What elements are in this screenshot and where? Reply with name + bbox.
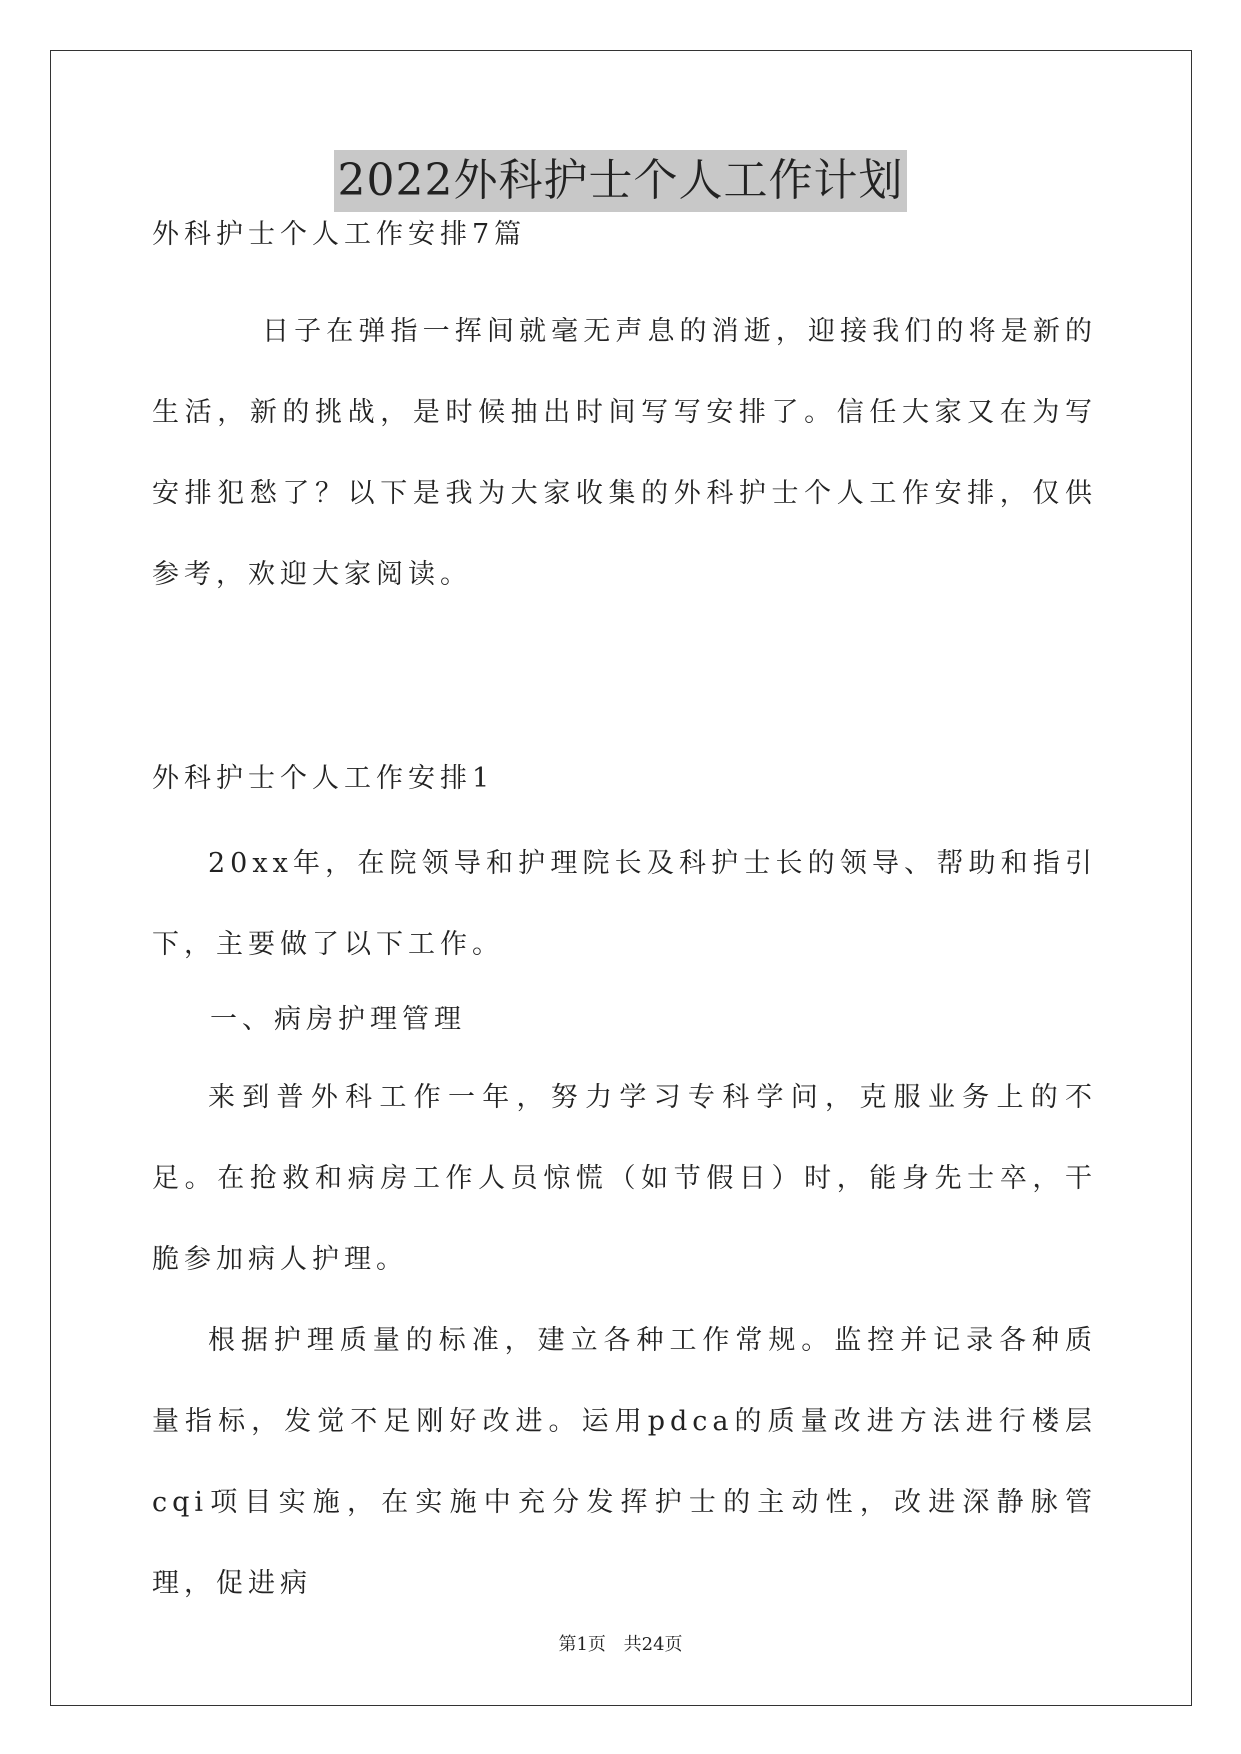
body-paragraph: 20xx年，在院领导和护理院长及科护士长的领导、帮助和指引下，主要做了以下工作。 bbox=[152, 848, 1097, 960]
page-footer bbox=[0, 1630, 1241, 1656]
document-subtitle: 外科护士个人工作安排7篇 bbox=[152, 219, 527, 250]
document-title: 2022外科护士个人工作计划 bbox=[334, 150, 908, 212]
section-heading: 外科护士个人工作安排1 bbox=[152, 763, 495, 794]
intro-paragraph: 日子在弹指一挥间就毫无声息的消逝，迎接我们的将是新的生活，新的挑战，是时候抽出时间写写安排了。信任大家又在为写安排犯愁了？以下是我为大家收集的外科护士个人工作安排，仅供参考，欢迎大家阅读。 bbox=[152, 316, 1097, 590]
subsection-heading: 一、病房护理管理 bbox=[210, 1004, 466, 1035]
page-total: 共24页 bbox=[623, 1634, 683, 1655]
page-number: 第1页 bbox=[558, 1634, 606, 1655]
body-paragraph: 来到普外科工作一年，努力学习专科学问，克服业务上的不足。在抢救和病房工作人员惊慌（如节假日）时，能身先士卒，干脆参加病人护理。 bbox=[152, 1082, 1097, 1275]
title-container bbox=[0, 150, 1241, 212]
body-paragraph: 根据护理质量的标准，建立各种工作常规。监控并记录各种质量指标，发觉不足刚好改进。运用pdca的质量改进方法进行楼层cqi项目实施，在实施中充分发挥护士的主动性，改进深静脉管理，促进病 bbox=[152, 1325, 1097, 1599]
